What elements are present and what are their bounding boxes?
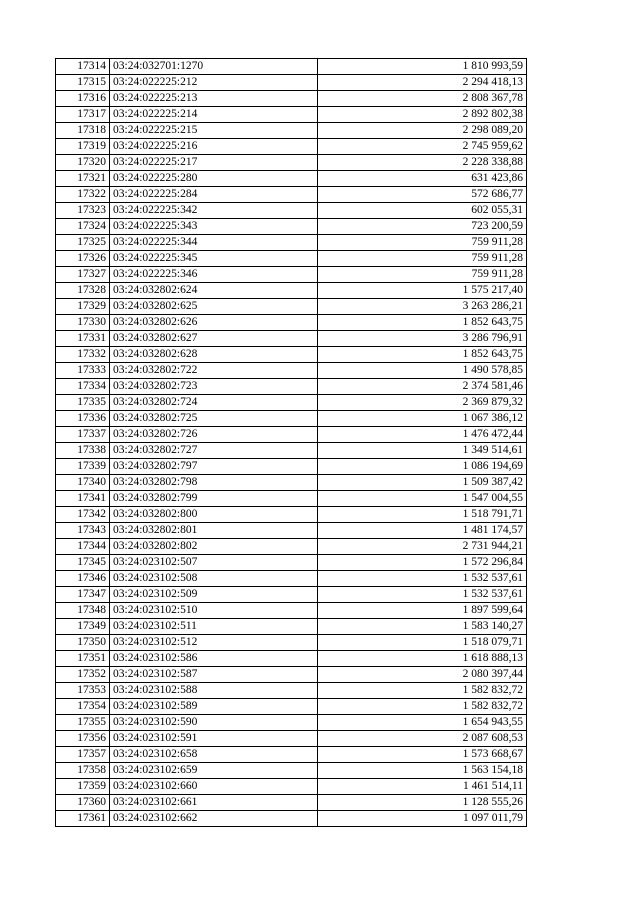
cadastral-number-cell: 03:24:023102:589	[110, 699, 318, 715]
value-cell: 1 532 537,61	[318, 571, 527, 587]
cadastral-number-cell: 03:24:032802:723	[110, 379, 318, 395]
row-number-cell: 17328	[56, 283, 110, 299]
cadastral-number-cell: 03:24:023102:509	[110, 587, 318, 603]
table-row	[56, 507, 527, 523]
cadastral-number-cell: 03:24:023102:587	[110, 667, 318, 683]
table-row	[56, 667, 527, 683]
table-row	[56, 363, 527, 379]
row-number-cell: 17316	[56, 91, 110, 107]
row-number-cell: 17321	[56, 171, 110, 187]
row-number-cell: 17324	[56, 219, 110, 235]
table-row	[56, 315, 527, 331]
value-cell: 602 055,31	[318, 203, 527, 219]
cadastral-number-cell: 03:24:032802:722	[110, 363, 318, 379]
table-row	[56, 555, 527, 571]
row-number-cell: 17361	[56, 811, 110, 827]
value-cell: 1 575 217,40	[318, 283, 527, 299]
row-number-cell: 17358	[56, 763, 110, 779]
value-cell: 2 369 879,32	[318, 395, 527, 411]
value-cell: 1 481 174,57	[318, 523, 527, 539]
row-number-cell: 17346	[56, 571, 110, 587]
value-cell: 1 563 154,18	[318, 763, 527, 779]
table-row	[56, 571, 527, 587]
row-number-cell: 17320	[56, 155, 110, 171]
table-row	[56, 795, 527, 811]
table-row	[56, 635, 527, 651]
row-number-cell: 17353	[56, 683, 110, 699]
cadastral-number-cell: 03:24:032701:1270	[110, 59, 318, 75]
cadastral-number-cell: 03:24:023102:588	[110, 683, 318, 699]
value-cell: 1 810 993,59	[318, 59, 527, 75]
row-number-cell: 17333	[56, 363, 110, 379]
cadastral-number-cell: 03:24:022225:344	[110, 235, 318, 251]
value-cell: 572 686,77	[318, 187, 527, 203]
value-cell: 1 097 011,79	[318, 811, 527, 827]
row-number-cell: 17348	[56, 603, 110, 619]
cadastral-number-cell: 03:24:032802:626	[110, 315, 318, 331]
cadastral-number-cell: 03:24:023102:658	[110, 747, 318, 763]
table-row	[56, 811, 527, 827]
row-number-cell: 17343	[56, 523, 110, 539]
table-row	[56, 203, 527, 219]
row-number-cell: 17322	[56, 187, 110, 203]
value-cell: 1 582 832,72	[318, 683, 527, 699]
value-cell: 3 286 796,91	[318, 331, 527, 347]
table-row	[56, 395, 527, 411]
table-row	[56, 155, 527, 171]
row-number-cell: 17341	[56, 491, 110, 507]
row-number-cell: 17318	[56, 123, 110, 139]
cadastral-number-cell: 03:24:032802:725	[110, 411, 318, 427]
table-row	[56, 587, 527, 603]
cadastral-number-cell: 03:24:022225:212	[110, 75, 318, 91]
value-cell: 759 911,28	[318, 251, 527, 267]
row-number-cell: 17357	[56, 747, 110, 763]
cadastral-number-cell: 03:24:023102:660	[110, 779, 318, 795]
row-number-cell: 17360	[56, 795, 110, 811]
cadastral-number-cell: 03:24:022225:213	[110, 91, 318, 107]
cadastral-number-cell: 03:24:022225:342	[110, 203, 318, 219]
table-row	[56, 235, 527, 251]
cadastral-number-cell: 03:24:023102:507	[110, 555, 318, 571]
value-cell: 631 423,86	[318, 171, 527, 187]
cadastral-number-cell: 03:24:022225:284	[110, 187, 318, 203]
value-cell: 1 067 386,12	[318, 411, 527, 427]
row-number-cell: 17345	[56, 555, 110, 571]
cadastral-number-cell: 03:24:032802:624	[110, 283, 318, 299]
table-row	[56, 619, 527, 635]
value-cell: 1 518 791,71	[318, 507, 527, 523]
cadastral-number-cell: 03:24:032802:797	[110, 459, 318, 475]
cadastral-number-cell: 03:24:023102:659	[110, 763, 318, 779]
row-number-cell: 17338	[56, 443, 110, 459]
row-number-cell: 17344	[56, 539, 110, 555]
row-number-cell: 17327	[56, 267, 110, 283]
data-table	[55, 58, 527, 827]
cadastral-number-cell: 03:24:022225:216	[110, 139, 318, 155]
cadastral-number-cell: 03:24:022225:215	[110, 123, 318, 139]
table-row	[56, 411, 527, 427]
row-number-cell: 17332	[56, 347, 110, 363]
cadastral-number-cell: 03:24:032802:726	[110, 427, 318, 443]
cadastral-number-cell: 03:24:023102:511	[110, 619, 318, 635]
row-number-cell: 17359	[56, 779, 110, 795]
row-number-cell: 17335	[56, 395, 110, 411]
table-row	[56, 171, 527, 187]
value-cell: 2 745 959,62	[318, 139, 527, 155]
value-cell: 1 654 943,55	[318, 715, 527, 731]
cadastral-number-cell: 03:24:023102:590	[110, 715, 318, 731]
row-number-cell: 17331	[56, 331, 110, 347]
cadastral-number-cell: 03:24:022225:214	[110, 107, 318, 123]
table-row	[56, 699, 527, 715]
row-number-cell: 17337	[56, 427, 110, 443]
row-number-cell: 17352	[56, 667, 110, 683]
value-cell: 1 852 643,75	[318, 315, 527, 331]
table-row	[56, 331, 527, 347]
cadastral-number-cell: 03:24:023102:591	[110, 731, 318, 747]
row-number-cell: 17330	[56, 315, 110, 331]
cadastral-number-cell: 03:24:022225:280	[110, 171, 318, 187]
table-row	[56, 267, 527, 283]
table-row	[56, 123, 527, 139]
value-cell: 2 087 608,53	[318, 731, 527, 747]
value-cell: 759 911,28	[318, 267, 527, 283]
cadastral-number-cell: 03:24:023102:510	[110, 603, 318, 619]
table-row	[56, 299, 527, 315]
cadastral-number-cell: 03:24:032802:627	[110, 331, 318, 347]
table-row	[56, 219, 527, 235]
table-row	[56, 651, 527, 667]
row-number-cell: 17356	[56, 731, 110, 747]
cadastral-number-cell: 03:24:032802:802	[110, 539, 318, 555]
cadastral-number-cell: 03:24:023102:508	[110, 571, 318, 587]
cadastral-number-cell: 03:24:032802:625	[110, 299, 318, 315]
row-number-cell: 17334	[56, 379, 110, 395]
value-cell: 1 572 296,84	[318, 555, 527, 571]
table-row	[56, 475, 527, 491]
row-number-cell: 17323	[56, 203, 110, 219]
table-row	[56, 283, 527, 299]
table-row	[56, 731, 527, 747]
table-row	[56, 747, 527, 763]
table-row	[56, 379, 527, 395]
cadastral-number-cell: 03:24:023102:662	[110, 811, 318, 827]
value-cell: 1 490 578,85	[318, 363, 527, 379]
value-cell: 2 374 581,46	[318, 379, 527, 395]
table-row	[56, 107, 527, 123]
row-number-cell: 17349	[56, 619, 110, 635]
value-cell: 1 583 140,27	[318, 619, 527, 635]
value-cell: 1 476 472,44	[318, 427, 527, 443]
row-number-cell: 17355	[56, 715, 110, 731]
table-row	[56, 59, 527, 75]
row-number-cell: 17351	[56, 651, 110, 667]
value-cell: 1 897 599,64	[318, 603, 527, 619]
value-cell: 2 080 397,44	[318, 667, 527, 683]
row-number-cell: 17339	[56, 459, 110, 475]
value-cell: 2 731 944,21	[318, 539, 527, 555]
table-row	[56, 187, 527, 203]
row-number-cell: 17314	[56, 59, 110, 75]
cadastral-number-cell: 03:24:023102:586	[110, 651, 318, 667]
table-row	[56, 139, 527, 155]
table-row	[56, 683, 527, 699]
table-row	[56, 715, 527, 731]
row-number-cell: 17315	[56, 75, 110, 91]
table-row	[56, 603, 527, 619]
value-cell: 2 298 089,20	[318, 123, 527, 139]
table-row	[56, 251, 527, 267]
table-row	[56, 539, 527, 555]
table-row	[56, 523, 527, 539]
value-cell: 1 547 004,55	[318, 491, 527, 507]
row-number-cell: 17329	[56, 299, 110, 315]
value-cell: 723 200,59	[318, 219, 527, 235]
row-number-cell: 17317	[56, 107, 110, 123]
value-cell: 2 294 418,13	[318, 75, 527, 91]
value-cell: 759 911,28	[318, 235, 527, 251]
table-row	[56, 347, 527, 363]
table-row	[56, 779, 527, 795]
table-row	[56, 91, 527, 107]
cadastral-number-cell: 03:24:023102:512	[110, 635, 318, 651]
value-cell: 1 618 888,13	[318, 651, 527, 667]
table-row	[56, 75, 527, 91]
cadastral-number-cell: 03:24:032802:628	[110, 347, 318, 363]
table-row	[56, 427, 527, 443]
cadastral-number-cell: 03:24:032802:800	[110, 507, 318, 523]
value-cell: 1 582 832,72	[318, 699, 527, 715]
cadastral-number-cell: 03:24:032802:798	[110, 475, 318, 491]
row-number-cell: 17347	[56, 587, 110, 603]
row-number-cell: 17325	[56, 235, 110, 251]
value-cell: 2 808 367,78	[318, 91, 527, 107]
cadastral-number-cell: 03:24:022225:217	[110, 155, 318, 171]
value-cell: 1 086 194,69	[318, 459, 527, 475]
row-number-cell: 17342	[56, 507, 110, 523]
value-cell: 1 461 514,11	[318, 779, 527, 795]
cadastral-number-cell: 03:24:032802:799	[110, 491, 318, 507]
value-cell: 3 263 286,21	[318, 299, 527, 315]
table-row	[56, 763, 527, 779]
value-cell: 2 892 802,38	[318, 107, 527, 123]
value-cell: 1 852 643,75	[318, 347, 527, 363]
table-row	[56, 443, 527, 459]
row-number-cell: 17336	[56, 411, 110, 427]
row-number-cell: 17319	[56, 139, 110, 155]
value-cell: 1 509 387,42	[318, 475, 527, 491]
value-cell: 1 349 514,61	[318, 443, 527, 459]
table-row	[56, 491, 527, 507]
cadastral-number-cell: 03:24:032802:801	[110, 523, 318, 539]
cadastral-number-cell: 03:24:023102:661	[110, 795, 318, 811]
table-row	[56, 459, 527, 475]
value-cell: 2 228 338,88	[318, 155, 527, 171]
row-number-cell: 17340	[56, 475, 110, 491]
row-number-cell: 17354	[56, 699, 110, 715]
value-cell: 1 128 555,26	[318, 795, 527, 811]
value-cell: 1 573 668,67	[318, 747, 527, 763]
value-cell: 1 518 079,71	[318, 635, 527, 651]
row-number-cell: 17350	[56, 635, 110, 651]
row-number-cell: 17326	[56, 251, 110, 267]
cadastral-number-cell: 03:24:022225:346	[110, 267, 318, 283]
value-cell: 1 532 537,61	[318, 587, 527, 603]
cadastral-number-cell: 03:24:022225:343	[110, 219, 318, 235]
cadastral-number-cell: 03:24:022225:345	[110, 251, 318, 267]
table-body	[56, 59, 527, 827]
cadastral-number-cell: 03:24:032802:724	[110, 395, 318, 411]
cadastral-number-cell: 03:24:032802:727	[110, 443, 318, 459]
